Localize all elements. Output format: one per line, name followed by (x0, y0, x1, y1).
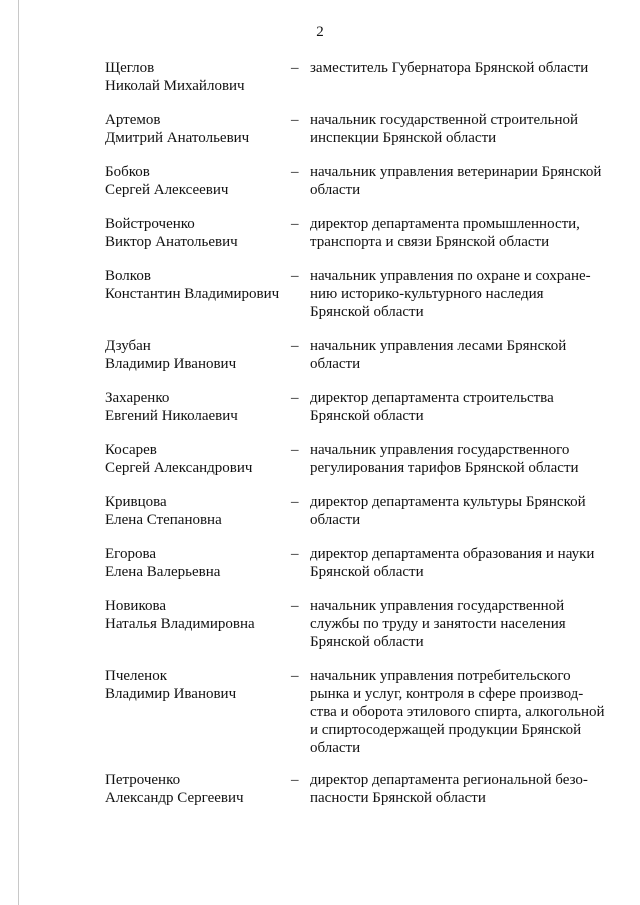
separator-dash: – (291, 442, 299, 458)
official-surname: Новикова (105, 598, 167, 614)
separator-dash: – (291, 268, 299, 284)
official-position: начальник управления лесами Брянской области (310, 338, 567, 372)
separator-dash: – (291, 546, 299, 562)
official-given-names: Александр Сергеевич (105, 790, 244, 806)
official-given-names: Николай Михайлович (105, 78, 245, 94)
official-position: начальник управления ветеринарии Брянской области (310, 164, 602, 198)
official-surname: Артемов (105, 112, 161, 128)
official-name (105, 267, 285, 303)
official-given-names: Сергей Александрович (105, 460, 253, 476)
official-position: начальник управления государственной службы по труду и занятости населения Брянской области (310, 598, 566, 650)
official-position: начальник управления государственного регулирования тарифов Брянской области (310, 442, 579, 476)
separator-dash: – (291, 494, 299, 510)
official-surname: Петроченко (105, 772, 181, 788)
official-surname: Дзубан (105, 338, 151, 354)
official-name (105, 389, 285, 425)
official-given-names: Евгений Николаевич (105, 408, 238, 424)
official-given-names: Владимир Иванович (105, 356, 237, 372)
official-position: директор департамента образования и науки Брянской области (310, 546, 595, 580)
page-number: 2 (316, 24, 324, 40)
official-surname: Пчеленок (105, 668, 167, 684)
separator-dash: – (291, 60, 299, 76)
official-name (105, 493, 285, 529)
official-name (105, 545, 285, 581)
official-name (105, 597, 285, 633)
official-position: директор департамента промышленности, транспорта и связи Брянской области (310, 216, 580, 250)
separator-dash: – (291, 390, 299, 406)
separator-dash: – (291, 598, 299, 614)
official-surname: Щеглов (105, 60, 155, 76)
official-position: директор департамента строительства Брянской области (310, 390, 554, 424)
scan-edge-mark (18, 0, 19, 905)
official-surname: Егорова (105, 546, 156, 562)
official-surname: Косарев (105, 442, 157, 458)
official-name (105, 441, 285, 477)
official-surname: Войстроченко (105, 216, 195, 232)
official-given-names: Константин Владимирович (105, 286, 280, 302)
official-name (105, 111, 285, 147)
official-position: начальник управления по охране и сохране- нию историко-культурного наследия Брянской области (310, 268, 591, 320)
official-given-names: Дмитрий Анатольевич (105, 130, 250, 146)
official-given-names: Владимир Иванович (105, 686, 237, 702)
official-given-names: Виктор Анатольевич (105, 234, 238, 250)
separator-dash: – (291, 164, 299, 180)
official-name (105, 337, 285, 373)
official-position: заместитель Губернатора Брянской области (310, 60, 589, 76)
official-given-names: Сергей Алексеевич (105, 182, 229, 198)
separator-dash: – (291, 216, 299, 232)
official-name (105, 771, 285, 807)
official-position: начальник управления потребительского рынка и услуг, контроля в сфере производ- ства и оборота этилового спирта, алкогольной и спиртосодержащей продукции Брянской области (310, 668, 605, 756)
official-given-names: Наталья Владимировна (105, 616, 255, 632)
official-position: директор департамента региональной безо- пасности Брянской области (310, 772, 588, 806)
official-surname: Бобков (105, 164, 150, 180)
separator-dash: – (291, 772, 299, 788)
official-name (105, 667, 285, 703)
separator-dash: – (291, 338, 299, 354)
official-given-names: Елена Степановна (105, 512, 222, 528)
official-surname: Захаренко (105, 390, 170, 406)
official-position: директор департамента культуры Брянской области (310, 494, 586, 528)
official-given-names: Елена Валерьевна (105, 564, 221, 580)
separator-dash: – (291, 668, 299, 684)
official-surname: Волков (105, 268, 151, 284)
official-name (105, 59, 285, 95)
official-name (105, 215, 285, 251)
official-position: начальник государственной строительной инспекции Брянской области (310, 112, 579, 146)
official-surname: Кривцова (105, 494, 167, 510)
separator-dash: – (291, 112, 299, 128)
official-name (105, 163, 285, 199)
